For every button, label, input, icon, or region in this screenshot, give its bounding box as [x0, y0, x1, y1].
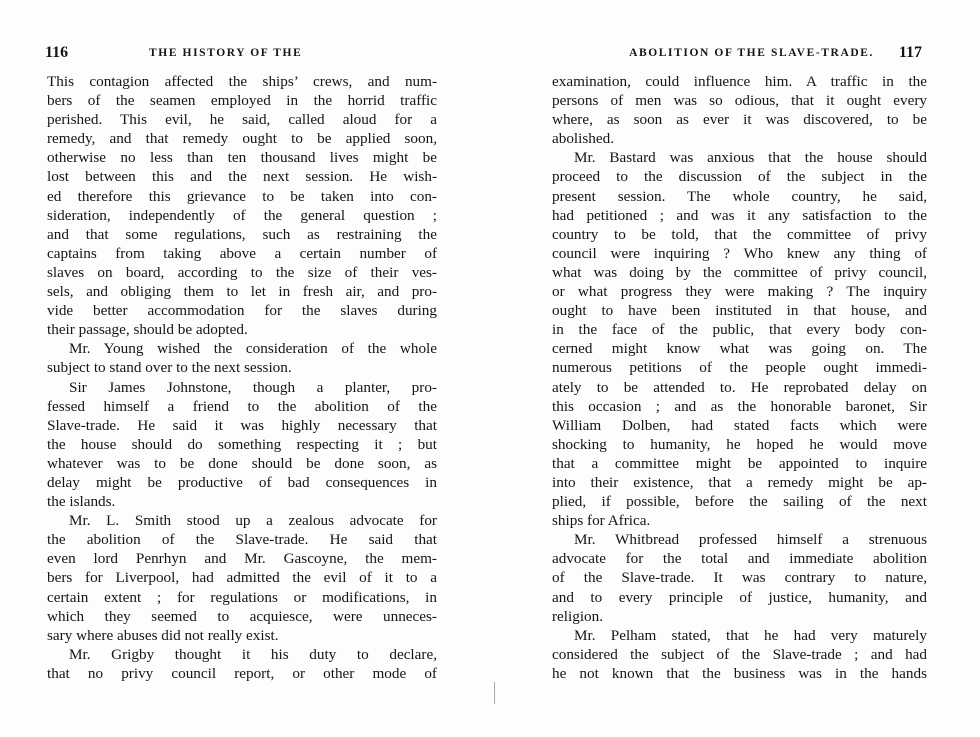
- text-line: shocking to humanity, he hoped he would move: [552, 435, 927, 453]
- text-line: where, as soon as ever it was discovered, to be: [552, 111, 927, 129]
- left-page-number: 116: [45, 44, 69, 61]
- right-page-number: 117: [898, 44, 922, 61]
- right-body-text: [552, 72, 927, 683]
- text-line: Mr. Young wished the consideration of the whole: [69, 340, 437, 358]
- text-line: captains from taking above a certain number of: [47, 244, 437, 262]
- text-line: bers for Liverpool, had admitted the evil of it to a: [47, 569, 437, 587]
- text-line: into their existence, that a remedy might be ap-: [552, 473, 927, 491]
- text-line: in the face of the public, that every body con-: [552, 321, 927, 339]
- text-line: what was doing by the committee of privy council,: [552, 263, 927, 281]
- text-line: ately to be attended to. He reprobated delay on: [552, 378, 927, 396]
- text-line: persons of men was so odious, that it ought every: [552, 92, 927, 110]
- text-line: subject to stand over to the next session.: [47, 359, 292, 377]
- text-line: ed therefore this grievance to be taken into con-: [47, 187, 437, 205]
- text-line: and that some regulations, such as restraining the: [47, 225, 437, 243]
- text-line: abolished.: [552, 130, 615, 148]
- text-line: numerous petitions of the people ought immedi-: [552, 359, 927, 377]
- text-line: Mr. Grigby thought it his duty to declare,: [69, 645, 437, 663]
- text-line: sideration, independently of the general question ;: [47, 206, 437, 224]
- text-line: lost between this and the next session. He wish-: [47, 168, 437, 186]
- text-line: the islands.: [47, 493, 116, 511]
- text-line: sary where abuses did not really exist.: [47, 626, 279, 644]
- text-line: slaves on board, according to the size of their ves-: [47, 263, 437, 281]
- text-line: remedy, and that remedy ought to be applied soon,: [47, 130, 437, 148]
- text-line: sels, and obliging them to let in fresh air, and pro-: [47, 283, 437, 301]
- text-line: vide better accommodation for the slaves during: [47, 302, 437, 320]
- text-line: Slave-trade. He said it was highly necessary that: [47, 416, 437, 434]
- text-line: even lord Penrhyn and Mr. Gascoyne, the mem-: [47, 550, 437, 568]
- right-page: [490, 0, 980, 737]
- text-line: Mr. Bastard was anxious that the house should: [574, 149, 927, 167]
- text-line: Sir James Johnstone, though a planter, pro-: [69, 378, 437, 396]
- text-line: considered the subject of the Slave-trade ; and had: [552, 645, 927, 663]
- text-line: that a committee might be appointed to inquire: [552, 454, 927, 472]
- text-line: certain extent ; for regulations or modifications, in: [47, 588, 437, 606]
- text-line: delay might be productive of bad consequences in: [47, 473, 437, 491]
- text-line: proceed to the discussion of the subject in the: [552, 168, 927, 186]
- left-running-head: [45, 44, 445, 66]
- text-line: examination, could influence him. A traffic in the: [552, 73, 927, 90]
- text-line: which they seemed to acquiesce, were unneces-: [47, 607, 437, 625]
- text-line: this occasion ; and as the honorable baronet, Sir: [552, 397, 927, 415]
- left-running-title: THE HISTORY OF THE: [149, 47, 303, 59]
- left-body-text: [47, 72, 437, 683]
- text-line: the house should do something respecting it ; but: [47, 435, 437, 453]
- text-line: and to every principle of justice, humanity, and: [552, 588, 927, 606]
- text-line: whatever was to be done should be done soon, as: [47, 454, 437, 472]
- text-line: council were inquiring ? Who knew any thing of: [552, 244, 927, 262]
- text-line: Mr. Whitbread professed himself a strenuous: [574, 531, 927, 549]
- text-line: William Dolben, had stated facts which were: [552, 416, 927, 434]
- text-line: This contagion affected the ships’ crews, and num-: [47, 73, 437, 90]
- text-line: of the Slave-trade. It was contrary to nature,: [552, 569, 927, 587]
- text-line: their passage, should be adopted.: [47, 321, 248, 339]
- text-line: Mr. L. Smith stood up a zealous advocate for: [69, 512, 437, 530]
- text-line: ought to have been instituted in that house, and: [552, 302, 927, 320]
- text-line: fessed himself a friend to the abolition of the: [47, 397, 437, 415]
- text-line: had petitioned ; and was it any satisfaction to the: [552, 206, 927, 224]
- text-line: country to be told, that the committee of privy: [552, 225, 927, 243]
- text-line: that no privy council report, or other mode of: [47, 664, 437, 682]
- text-line: religion.: [552, 607, 604, 625]
- text-line: bers of the seamen employed in the horrid traffic: [47, 92, 437, 110]
- text-line: Mr. Pelham stated, that he had very maturely: [574, 626, 927, 644]
- gutter-mark: [494, 682, 499, 704]
- text-line: present session. The whole country, he said,: [552, 187, 927, 205]
- text-line: plied, if possible, before the sailing of the next: [552, 493, 927, 511]
- text-line: ships for Africa.: [552, 512, 651, 530]
- right-running-title: ABOLITION OF THE SLAVE-TRADE.: [629, 47, 874, 59]
- text-line: perished. This evil, he said, called aloud for a: [47, 111, 437, 129]
- text-line: advocate for the total and immediate abolition: [552, 550, 927, 568]
- text-line: cerned might know what was going on. The: [552, 340, 927, 358]
- text-line: the abolition of the Slave-trade. He said that: [47, 531, 437, 549]
- right-running-head: [550, 44, 922, 66]
- text-line: otherwise no less than ten thousand lives might be: [47, 149, 437, 167]
- text-line: or what progress they were making ? The inquiry: [552, 283, 927, 301]
- text-line: he not known that the business was in the hands: [552, 664, 927, 682]
